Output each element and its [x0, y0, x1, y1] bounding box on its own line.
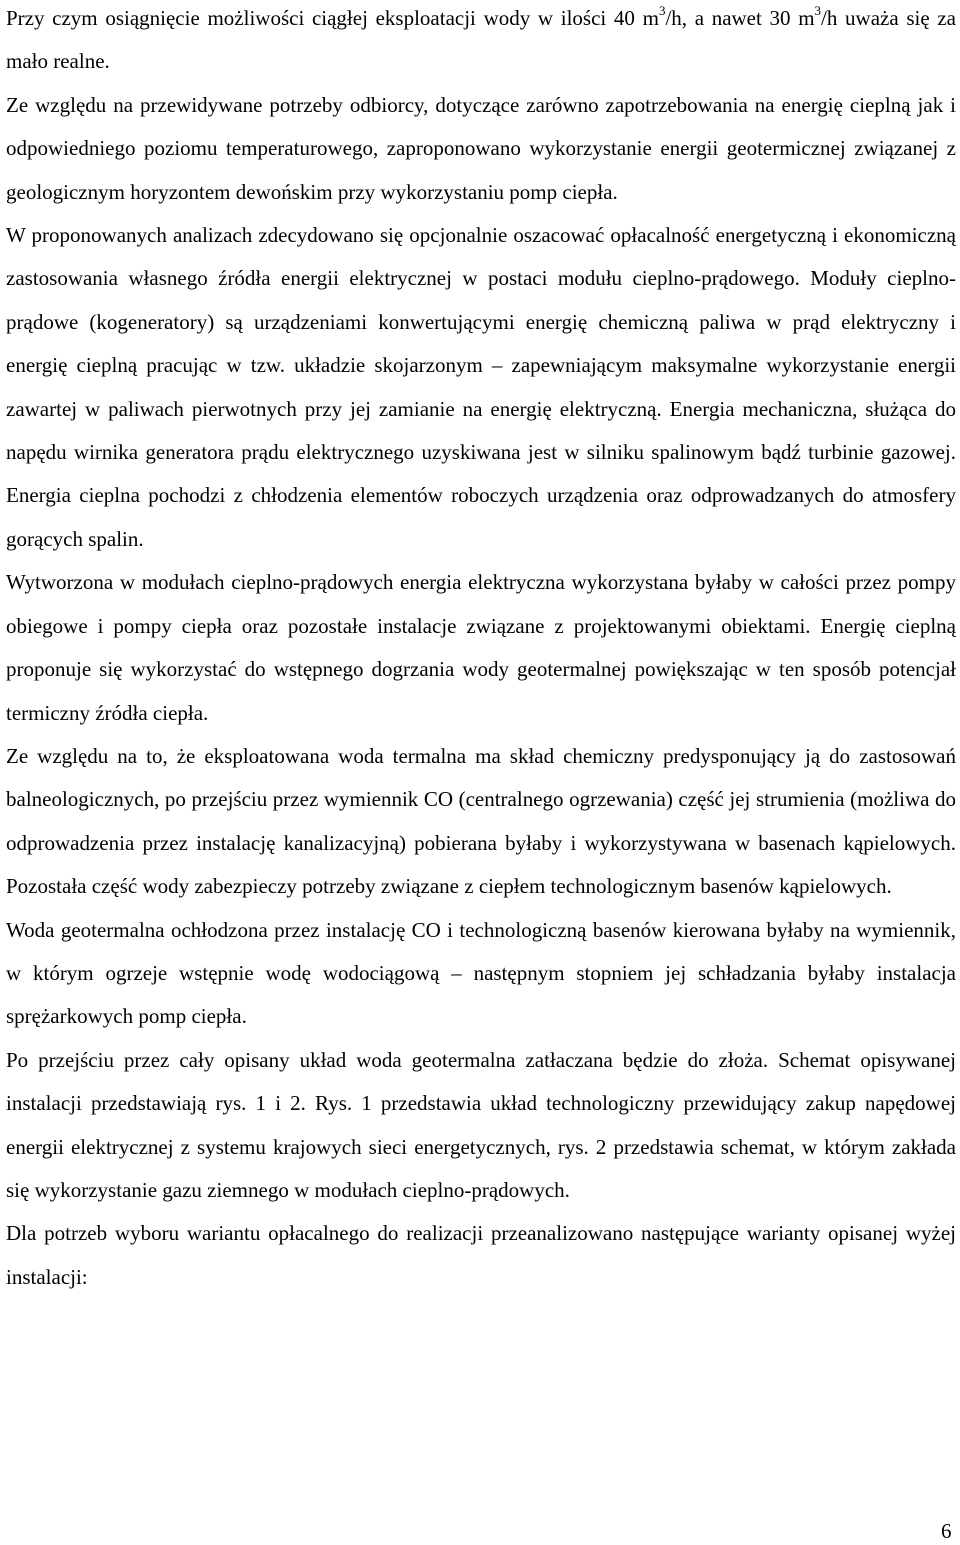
- text-run: /h uważa się za mało realne.: [6, 6, 956, 74]
- text-run: Dla potrzeb wyboru wariantu opłacalnego do realizacji przeanalizowano następujące warianty opisanej wyżej instalacji:: [6, 1221, 956, 1289]
- superscript-cubed: 3: [658, 3, 666, 18]
- text-run: Przy czym osiągnięcie możliwości ciągłej eksploatacji wody w ilości 40 m: [6, 6, 659, 30]
- text-run: Ze względu na przewidywane potrzeby odbiorcy, dotyczące zarówno zapotrzebowania na energię cieplną jak i odpowiedniego poziomu temperaturowego, zaproponowano wykorzystanie energii geotermicznej związanej z geologicznym horyzontem dewońskim przy wykorzystaniu pomp ciepła.: [6, 92, 956, 204]
- paragraph-installation-scheme: [6, 1039, 956, 1213]
- page-number: 6: [941, 1519, 952, 1543]
- text-run: /h, a nawet 30 m: [665, 6, 815, 30]
- text-run: Ze względu na to, że eksploatowana woda termalna ma skład chemiczny predysponujący ją do zastosowań balneologicznych, po przejściu przez wymiennik CO (centralnego ogrzewania) część jej strumienia (możliwa do odprowadzenia przez instalację kanalizacyjną) pobierana byłaby i wykorzystywana w basenach kąpielowych. Pozostała część wody zabezpieczy potrzeby związane z ciepłem technologicznym basenów kąpielowych.: [6, 743, 956, 899]
- paragraph-cooled-water: [6, 909, 956, 1039]
- paragraph-electric-energy-use: [6, 561, 956, 735]
- paragraph-cogeneration: [6, 214, 956, 561]
- paragraph-water-capacity: [6, 0, 956, 84]
- text-run: Wytworzona w modułach cieplno-prądowych energia elektryczna wykorzystana byłaby w całości przez pompy obiegowe i pompy ciepła oraz pozostałe instalacje związane z projektowanymi obiektami. Energię cieplną proponuje się wykorzystać do wstępnego dogrzania wody geotermalnej powiększając w ten sposób potencjał termiczny źródła ciepła.: [6, 570, 956, 725]
- text-run: Woda geotermalna ochłodzona przez instalację CO i technologiczną basenów kierowana byłaby na wymiennik, w którym ogrzeje wstępnie wodę wodociągową – następnym stopniem jej schładzania byłaby instalacja sprężarkowych pomp ciepła.: [6, 917, 956, 1029]
- paragraph-variants-intro: [6, 1212, 956, 1299]
- document-page: [6, 0, 956, 1299]
- paragraph-geothermal-energy: [6, 84, 956, 214]
- superscript-cubed: 3: [814, 3, 822, 18]
- text-run: W proponowanych analizach zdecydowano się opcjonalnie oszacować opłacalność energetyczną i ekonomiczną zastosowania własnego źródła energii elektrycznej w postaci modułu cieplno-prądowego. Moduły cieplno-prądowe (kogeneratory) są urządzeniami konwertującymi energię chemiczną paliwa w prąd elektryczny i energię cieplną pracując w tzw. układzie skojarzonym – zapewniającym maksymalne wykorzystanie energii zawartej w paliwach pierwotnych przy jej zamianie na energię elektryczną. Energia mechaniczna, służąca do napędu wirnika generatora prądu elektrycznego uzyskiwana jest w silniku spalinowym bądź turbinie gazowej. Energia cieplna pochodzi z chłodzenia elementów roboczych urządzenia oraz odprowadzanych do atmosfery gorących spalin.: [6, 223, 956, 551]
- text-run: Po przejściu przez cały opisany układ woda geotermalna zatłaczana będzie do złoża. Schemat opisywanej instalacji przedstawiają rys. 1 i 2. Rys. 1 przedstawia układ technologiczny przewidujący zakup napędowej energii elektrycznej z systemu krajowych sieci energetycznych, rys. 2 przedstawia schemat, w którym zakłada się wykorzystanie gazu ziemnego w modułach cieplno-prądowych.: [6, 1047, 956, 1202]
- paragraph-balneology: [6, 735, 956, 909]
